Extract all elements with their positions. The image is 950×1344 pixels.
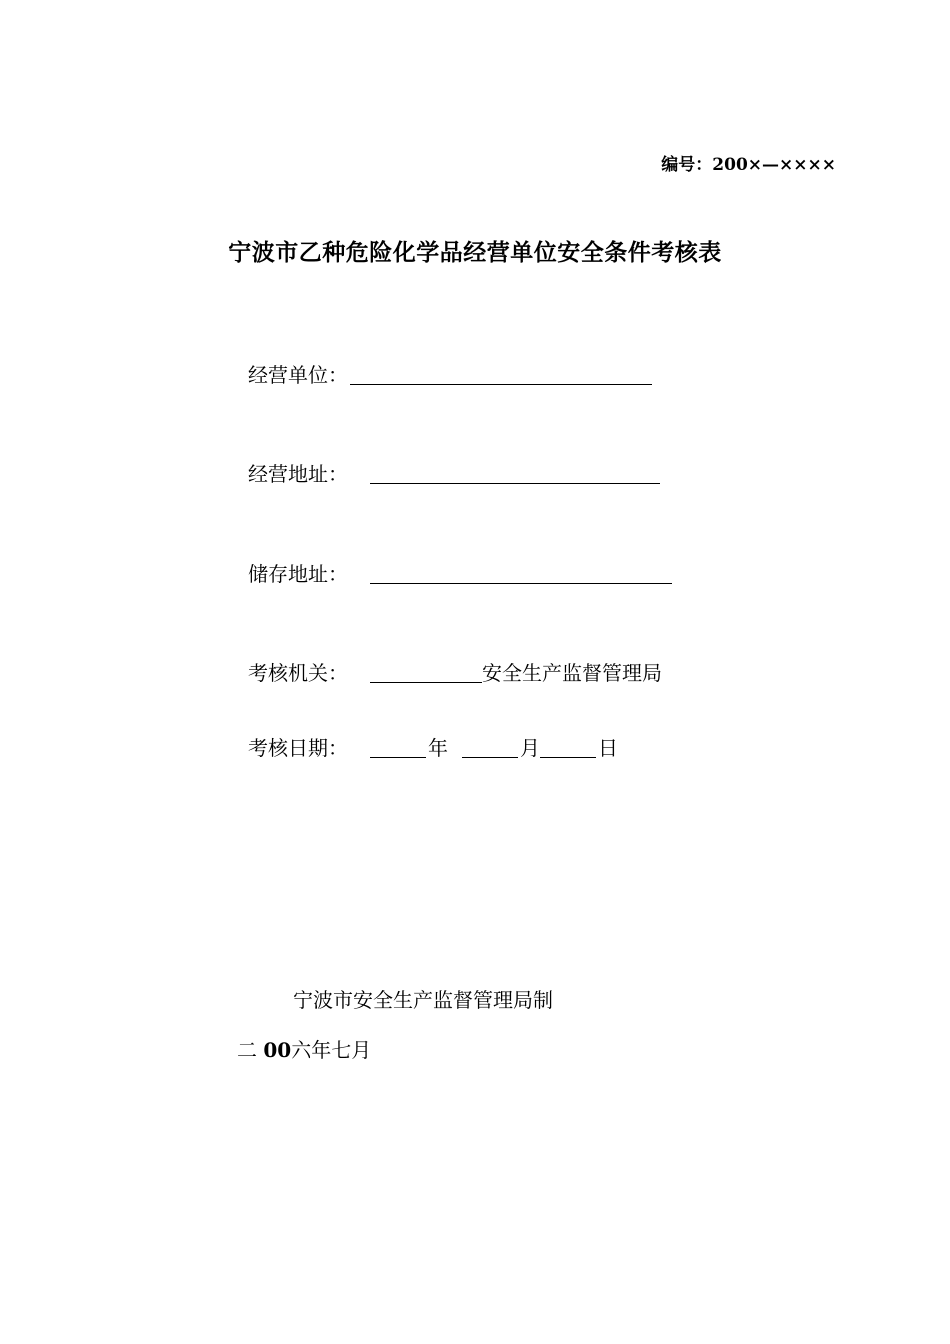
footer-date (237, 1034, 371, 1063)
month-char: 月 (520, 736, 540, 760)
month-blank[interactable] (462, 735, 518, 758)
field-business-unit-label: 经营单位： (248, 363, 348, 387)
business-unit-blank[interactable] (350, 362, 652, 385)
footer-date-prefix: 二 (237, 1038, 257, 1062)
storage-address-blank[interactable] (370, 561, 672, 584)
field-storage-address (248, 559, 672, 587)
field-business-address (248, 459, 660, 487)
day-char: 日 (598, 736, 618, 760)
field-assessment-date-label: 考核日期： (248, 736, 348, 760)
footer-date-number: 00 (263, 1038, 292, 1062)
year-blank[interactable] (370, 735, 426, 758)
year-char: 年 (428, 736, 448, 760)
authority-suffix: 安全生产监督管理局 (482, 661, 662, 685)
footer-date-suffix: 六年七月 (291, 1038, 372, 1062)
field-storage-address-label: 储存地址： (248, 562, 348, 586)
authority-blank[interactable] (370, 660, 482, 683)
field-business-unit (248, 360, 652, 388)
day-blank[interactable] (540, 735, 596, 758)
document-title: 宁波市乙种危险化学品经营单位安全条件考核表 (228, 239, 722, 266)
field-business-address-label: 经营地址： (248, 462, 348, 486)
document-serial-number: 编号：200×—×××× (661, 155, 836, 175)
field-authority-label: 考核机关： (248, 661, 348, 685)
business-address-blank[interactable] (370, 461, 660, 484)
field-assessment-date (248, 733, 622, 761)
footer-issuer: 宁波市安全生产监督管理局制 (293, 988, 553, 1012)
field-authority (248, 658, 662, 686)
